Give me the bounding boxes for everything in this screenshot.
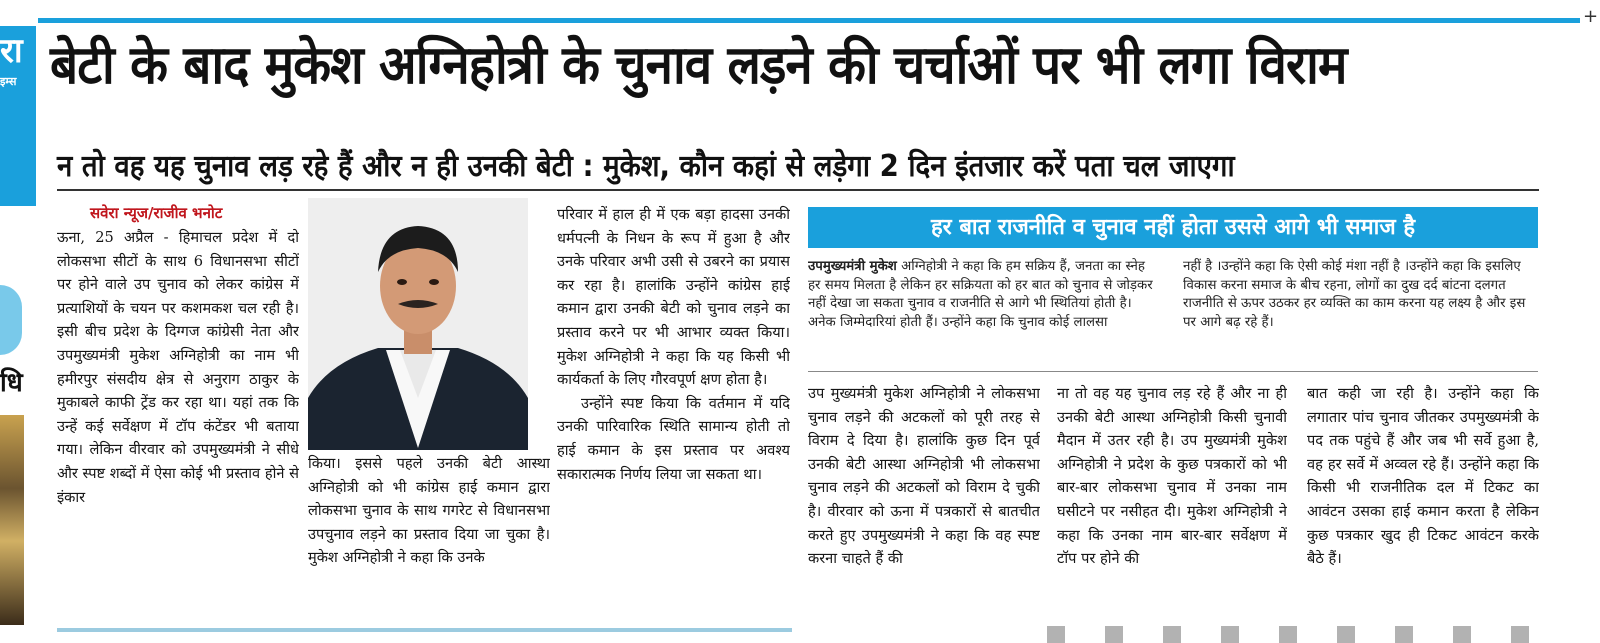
adjacent-graphic <box>0 285 22 355</box>
article-paragraph: उन्होंने स्पष्ट किया कि वर्तमान में यदि उनकी पारिवारिक स्थिति सामान्य होती तो हाई कमान के इस प्रस्ताव पर अवश्य सकारात्मक निर्णय लिया जा सकता था। <box>557 394 790 483</box>
top-rule <box>38 18 1580 23</box>
crop-mark-plus: + <box>1583 6 1599 27</box>
article-column-4: उप मुख्यमंत्री मुकेश अग्निहोत्री ने लोकसभा चुनाव लड़ने की अटकलों को पूरी तरह से विराम दे दिया है। हालांकि कुछ दिन पूर्व उनकी बेटी आस्था अग्निहोत्री भी लोकसभा चुनाव लड़ने की अटकलों को विराम दे चुकी है। वीरवार को ऊना में पत्रकारों से बातचीत करते हुए उपमुख्यमंत्री ने कहा कि वह स्पष्ट करना चाहते हैं की <box>808 385 1040 568</box>
box-lead: उपमुख्यमंत्री मुकेश <box>808 259 897 274</box>
next-article-rule <box>57 628 792 632</box>
portrait-photo <box>308 198 528 450</box>
adjacent-photo <box>0 415 24 625</box>
box-rule <box>808 371 1538 372</box>
masthead-sub-fragment: इम्स <box>0 75 17 88</box>
byline: सवेरा न्यूज/राजीव भनोट <box>90 204 223 222</box>
adjacent-article-fragment <box>0 215 38 625</box>
headline: बेटी के बाद मुकेश अग्निहोत्री के चुनाव लड़ने की चर्चाओं पर भी लगा विराम <box>50 35 1347 96</box>
article-column-5: ना तो वह यह चुनाव लड़ रहे हैं और ना ही उनकी बेटी आस्था अग्निहोत्री किसी चुनावी मैदान में उतर रही है। उप मुख्यमंत्री मुकेश अग्निहोत्री ने प्रदेश के कुछ पत्रकारों को भी बार-बार लोकसभा चुनाव में उनका नाम घसीटने पर नसीहत दी। मुकेश अग्निहोत्री ने कहा कि उनका नाम बार-बार सर्वेक्षण में टॉप पर होने की <box>1057 385 1287 568</box>
box-left-body: अग्निहोत्री ने कहा कि हम सक्रिय हैं, जनता का स्नेह हर समय मिलता है लेकिन हर सक्रियता को हर बात को चुनाव से जोड़कर नहीं देखा जा सकता चुनाव व राजनीति से आगे भी स्थितियां होती है। अनेक जिम्मेदारियां होती हैं। उन्होंने कहा कि चुनाव कोई लालसा <box>808 259 1153 330</box>
next-article-fragment <box>57 626 1557 643</box>
subheadline: न तो वह यह चुनाव लड़ रहे हैं और न ही उनकी बेटी : मुकेश, कौन कहां से लड़ेगा 2 दिन इंतजार करें पता चल जाएगा <box>57 149 1235 184</box>
box-text-right: नहीं है ।उन्होंने कहा कि ऐसी कोई मंशा नहीं है ।उन्होंने कहा कि इसलिए विकास करना समाज के बीच रहना, लोगों का दुख दर्द बांटना दलगत राजनीति से ऊपर उठकर हर व्यक्ति का काम करना यह लक्ष्य है और इस पर आगे बढ़ रहे हैं। <box>1183 259 1526 330</box>
article-column-6: बात कही जा रही है। उन्होंने कहा कि लगातार पांच चुनाव जीतकर उपमुख्यमंत्री के पद तक पहुंचे हैं और जब भी सर्वे हुआ है, वह हर सर्वे में अव्वल रहे हैं। उन्होंने कहा कि किसी भी राजनीतिक दल में टिकट का आवंटन उसका हाई कमान करता है लेकिन कुछ पत्रकार खुद ही टिकट आवंटन करके बैठे हैं। <box>1307 385 1539 568</box>
portrait-illustration <box>308 198 528 450</box>
article-column-3 <box>557 203 790 608</box>
article-paragraph: परिवार में हाल ही में एक बड़ा हादसा उनकी धर्मपत्नी के निधन के रूप में हुआ है और उनके परिवार अभी उसी से उबरने का प्रयास कर रहा है। हालांकि उन्होंने कांग्रेस हाई कमान द्वारा उनकी बेटी को चुनाव लड़ने का प्रस्ताव करने पर भी आभार व्यक्त किया। मुकेश अग्निहोत्री ने कहा कि यह किसी भी कार्यकर्ता के लिए गौरवपूर्ण क्षण होता है। <box>557 206 790 389</box>
masthead-logo-fragment: रा <box>0 31 21 71</box>
box-text-left <box>808 258 1160 368</box>
adjacent-headline-fragment: धि <box>0 368 23 398</box>
article-column-2: किया। इससे पहले उनकी बेटी आस्था अग्निहोत्री को भी कांग्रेस हाई कमान द्वारा लोकसभा चुनाव के साथ गगरेट से विधानसभा उपचुनाव लड़ने का प्रस्ताव दिया जा चुका है। मुकेश अग्निहोत्री ने कहा कि उनके <box>308 455 550 567</box>
next-headline-fragment <box>1047 626 1557 643</box>
article-column-1: ऊना, 25 अप्रैल - हिमाचल प्रदेश में दो लोकसभा सीटों के साथ 6 विधानसभा सीटों पर होने वाले उप चुनाव को लेकर कांग्रेस में प्रत्याशियों के चयन पर कशमकश चल रही है। इसी बीच प्रदेश के दिग्गज कांग्रेसी नेता और उपमुख्यमंत्री मुकेश अग्निहोत्री का नाम भी हमीरपुर संसदीय क्षेत्र से अनुराग ठाकुर के मुकाबले काफी ट्रेंड कर रहा था। यहां तक कि उन्हें कई सर्वेक्षण में टॉप कंटेंडर भी बताया गया। लेकिन वीरवार को उपमुख्यमंत्री ने सीधे और स्पष्ट शब्दों में ऐसा कोई भी प्रस्ताव होने से इंकार <box>57 229 299 506</box>
masthead-fragment <box>0 26 36 206</box>
box-banner: हर बात राजनीति व चुनाव नहीं होता उससे आगे भी समाज है <box>808 207 1538 248</box>
subheadline-rule <box>57 189 1539 191</box>
